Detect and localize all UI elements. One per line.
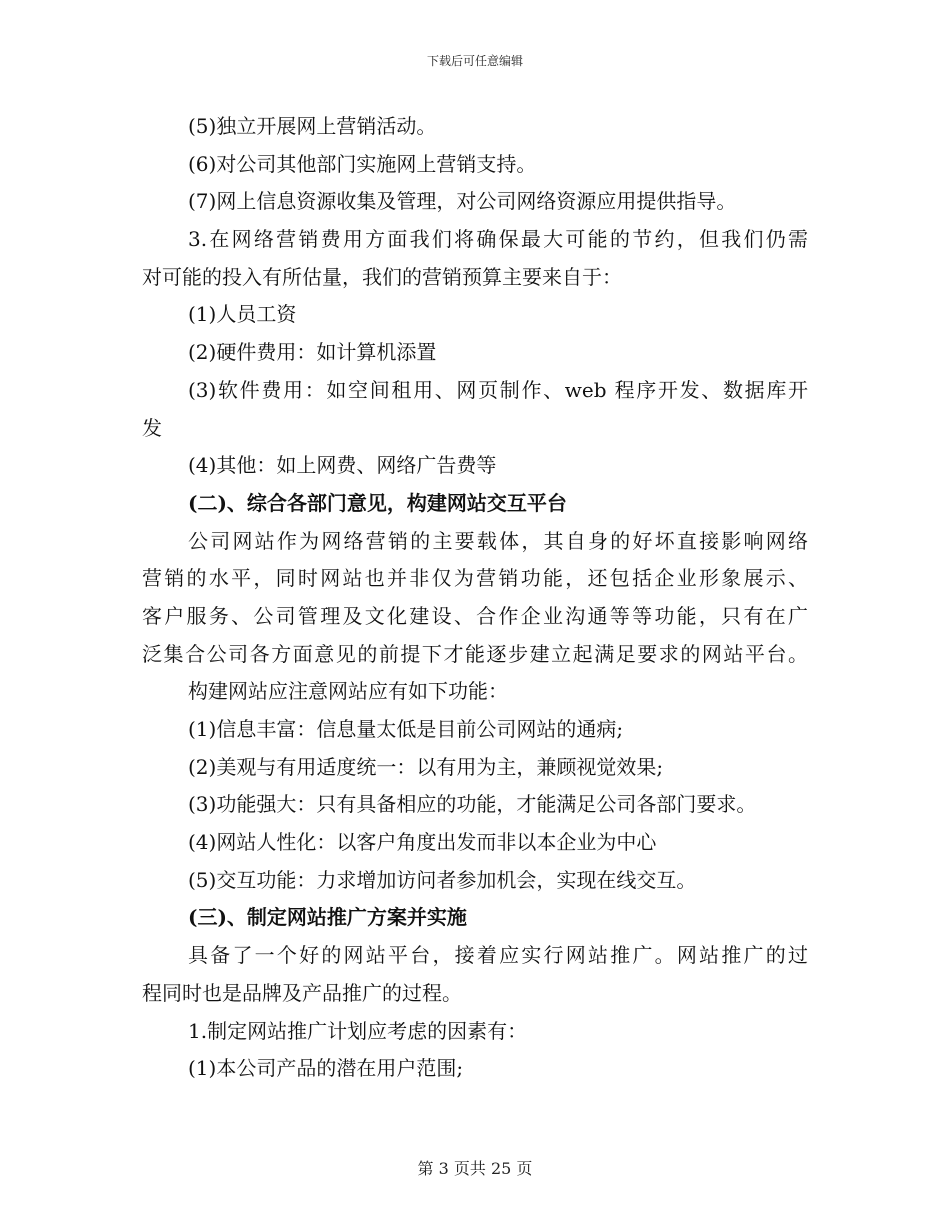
paragraph-line: (6)对公司其他部门实施网上营销支持。 xyxy=(188,151,537,176)
paragraph-line: (1)信息丰富：信息量太低是目前公司网站的通病; xyxy=(188,717,624,741)
section-heading: (二)、综合各部门意见，构建网站交互平台 xyxy=(188,490,567,515)
document-body xyxy=(142,108,808,1088)
paragraph-line: (5)交互功能：力求增加访问者参加机会，实现在线交互。 xyxy=(188,867,697,892)
paragraph-line: (2)硬件费用：如计算机添置 xyxy=(188,340,437,365)
paragraph-line: 程同时也是品牌及产品推广的过程。 xyxy=(142,980,462,1005)
paragraph-line: 营销的水平，同时网站也并非仅为营销功能，还包括企业形象展示、 xyxy=(142,566,808,591)
paragraph-line: 客户服务、公司管理及文化建设、合作企业沟通等等功能，只有在广 xyxy=(142,603,808,628)
paragraph-line: 构建网站应注意网站应有如下功能： xyxy=(188,679,508,704)
section-heading: (三)、制定网站推广方案并实施 xyxy=(188,905,467,930)
page-header: 下载后可任意编辑 xyxy=(426,54,523,68)
paragraph-line: 公司网站作为网络营销的主要载体，其自身的好坏直接影响网络 xyxy=(188,528,808,553)
paragraph-line: 3.在网络营销费用方面我们将确保最大可能的节约，但我们仍需 xyxy=(188,227,808,252)
paragraph-line: 1.制定网站推广计划应考虑的因素有： xyxy=(188,1018,528,1043)
paragraph-line: (7)网上信息资源收集及管理，对公司网络资源应用提供指导。 xyxy=(188,189,737,214)
paragraph-line: 具备了一个好的网站平台，接着应实行网站推广。网站推广的过 xyxy=(188,943,808,968)
paragraph-line: (5)独立开展网上营销活动。 xyxy=(188,114,437,138)
paragraph-line: (4)网站人性化：以客户角度出发而非以本企业为中心 xyxy=(188,830,657,855)
paragraph-line: (2)美观与有用适度统一：以有用为主，兼顾视觉效果; xyxy=(188,754,664,779)
paragraph-line: 发 xyxy=(142,415,162,440)
paragraph-line: 泛集合公司各方面意见的前提下才能逐步建立起满足要求的网站平台。 xyxy=(142,641,808,666)
paragraph-line: 对可能的投入有所估量，我们的营销预算主要来自于： xyxy=(142,264,622,289)
paragraph-line: (1)人员工资 xyxy=(188,302,297,327)
paragraph-line: (1)本公司产品的潜在用户范围; xyxy=(188,1056,464,1081)
page-footer: 第 3 页共 25 页 xyxy=(417,1159,533,1178)
paragraph-line: (3)功能强大：只有具备相应的功能，才能满足公司各部门要求。 xyxy=(188,792,757,817)
paragraph-line: (4)其他：如上网费、网络广告费等 xyxy=(188,453,497,478)
paragraph-line: (3)软件费用：如空间租用、网页制作、web 程序开发、数据库开 xyxy=(188,377,808,402)
